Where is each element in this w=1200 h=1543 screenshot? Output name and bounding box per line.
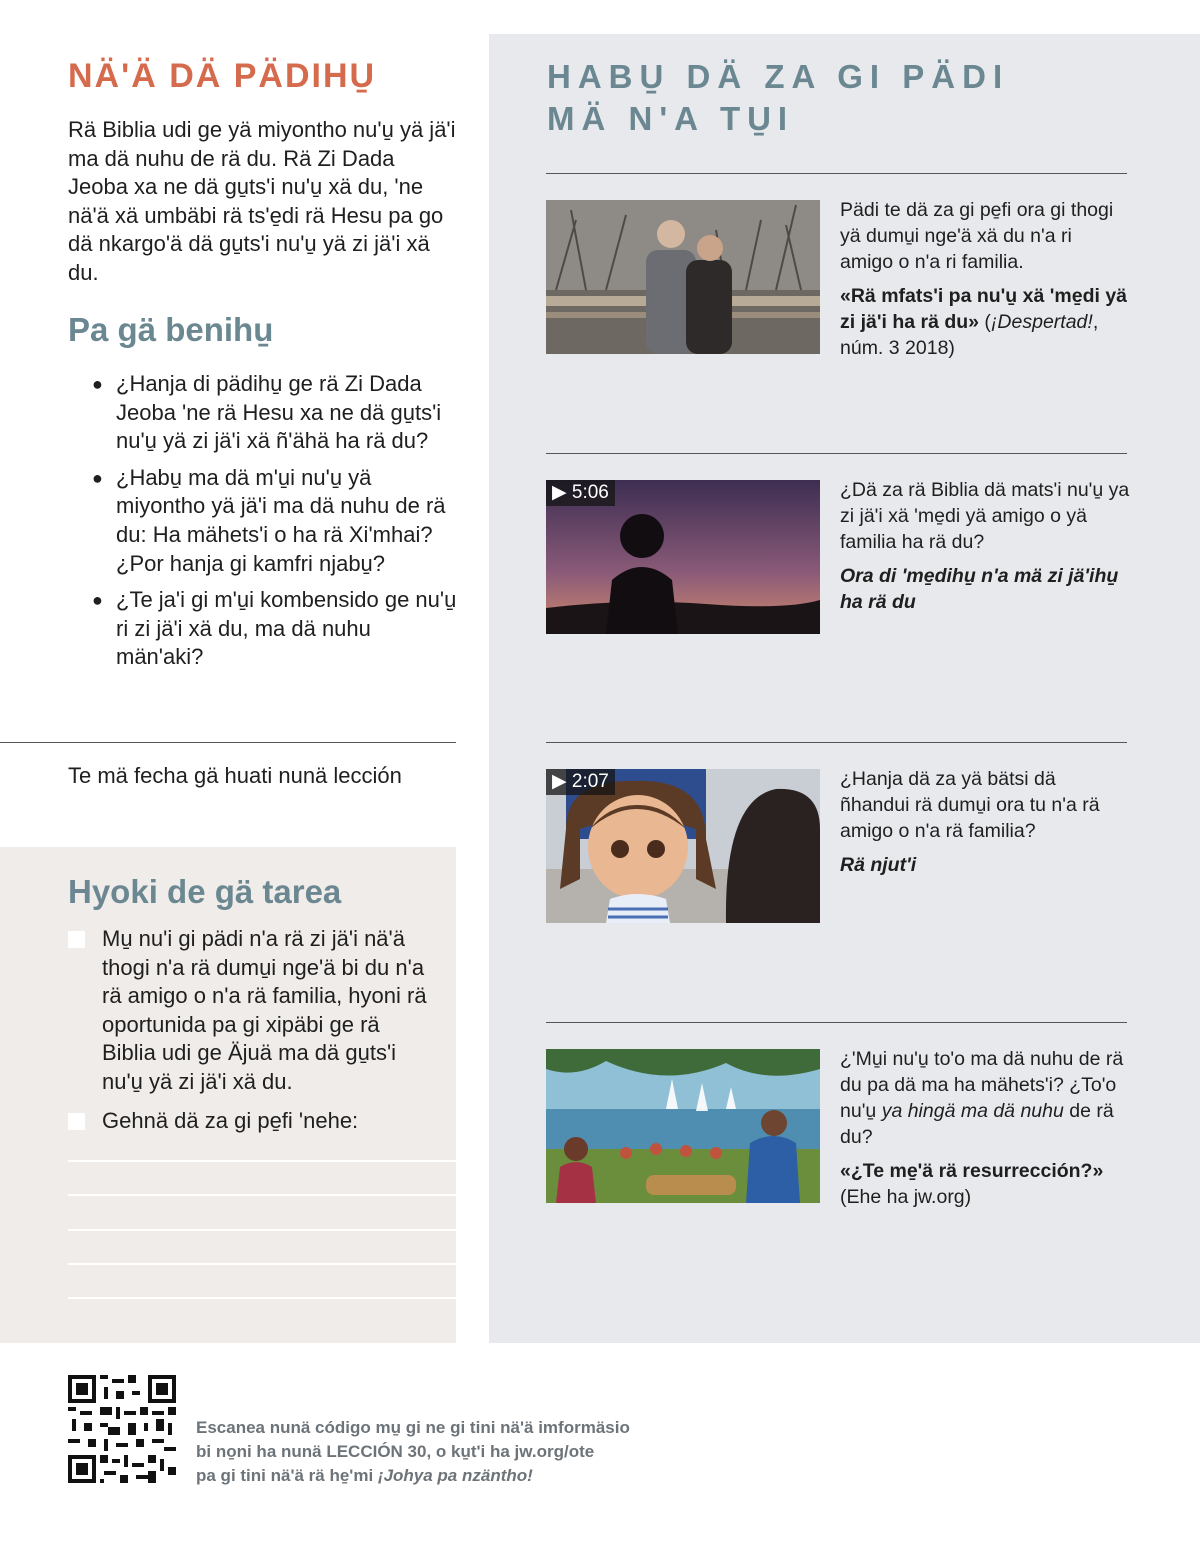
summary-section [68, 56, 458, 288]
review-question [68, 586, 458, 672]
item-divider [546, 1022, 1127, 1023]
homework-task [68, 925, 438, 1097]
write-line[interactable] [68, 1263, 456, 1265]
review-section [68, 310, 458, 680]
write-line[interactable] [68, 1297, 456, 1299]
footer-line [196, 1464, 630, 1488]
summary-text: Rä Biblia udi ge yä miyontho nu'u̱ yä jä'i ma dä nuhu de rä du. Rä Zi Dada Jeoba xa ne dä gu̱ts'i nu'u̱ xä du, 'ne nä'ä xä umbäbi rä ts'e̱di rä Hesu pa go dä nkargo'ä dä gu̱ts'i nu'u̱ yä zi jä'i xä du. [68, 117, 456, 285]
review-question-text: ¿Te ja'i gi m'u̱i kombensido ge nu'u̱ ri zi jä'i xä du, ma dä nuhu män'aki? [116, 587, 457, 670]
bullet-icon: ● [92, 467, 103, 488]
bullet-icon: ● [92, 590, 103, 611]
animated-girl-video-icon[interactable] [546, 769, 820, 923]
item-question [840, 1046, 1130, 1150]
footer-line-part: pa gi tini nä'ä rä he̱'mi [196, 1466, 378, 1485]
explore-section [489, 34, 1200, 1343]
item-text [840, 197, 1130, 361]
review-question-text: ¿Hanja di pädihu̱ ge rä Zi Dada Jeoba 'ne rä Hesu xa ne dä gu̱ts'i nu'u̱ yä zi jä'i xä ñ'ähä ha rä du? [116, 371, 442, 454]
item-question-italic: ya hingä ma dä nuhu [881, 1100, 1064, 1122]
item-divider [546, 742, 1127, 743]
qr-code-icon[interactable] [68, 1375, 176, 1483]
review-question-text: ¿Habu̱ ma dä m'u̱i nu'u̱ yä miyontho yä jä'i ma dä nuhu de rä du: Ha mähets'i o ha rä Xi'mhai? ¿Por hanja gi kamfri njabu̱? [116, 464, 446, 576]
source-paren: ( [979, 311, 991, 333]
write-line[interactable] [68, 1160, 456, 1162]
item-reference [840, 283, 1130, 361]
video-duration-badge: ▶ 2:07 [546, 769, 615, 795]
date-label: Te mä fecha gä huati nunä lección [68, 763, 402, 788]
task-text: Gehnä dä za gi pe̱fi 'nehe: [102, 1108, 359, 1133]
review-title: Pa gä benihu̱ [68, 311, 274, 348]
item-text [840, 477, 1130, 615]
explore-title [547, 56, 1009, 140]
homework-section [0, 847, 456, 1343]
source-site: (Ehe ha jw.org) [840, 1186, 972, 1208]
source-issue: , núm. 3 2018) [840, 311, 1099, 359]
book-title: ¡Johya pa nzäntho! [377, 1466, 533, 1485]
video-duration-badge: ▶ 5:06 [546, 480, 615, 506]
couple-photo-icon[interactable] [546, 200, 820, 354]
date-divider [0, 742, 456, 743]
item-question: ¿Dä za rä Biblia dä mats'i nu'u̱ ya zi jä'i xä 'me̱di yä amigo o yä familia ha rä du? [840, 479, 1130, 553]
bullet-icon: ● [92, 374, 103, 394]
item-question-part: ¿'Mu̱i nu'u̱ to'o ma dä nuhu de rä du pa dä ma ha mähets'i? ¿To'o nu'u̱ [840, 1048, 1124, 1122]
task-checkbox[interactable] [68, 1113, 85, 1130]
item-question: Pädi te dä za gi pe̱fi ora gi thogi yä dumu̱i nge'ä xä du n'a ri amigo o n'a ri familia. [840, 199, 1114, 273]
video-link[interactable]: Ora di 'me̱dihu̱ n'a mä zi jä'ihu̱ ha rä du [840, 565, 1119, 613]
silhouette-video-icon[interactable] [546, 480, 820, 634]
item-question-part: de rä du? [840, 1100, 1114, 1148]
review-list [68, 370, 458, 672]
item-divider [546, 453, 1127, 454]
article-link[interactable]: «¿Te me̱'ä rä resurrección?» [840, 1160, 1104, 1182]
item-divider [546, 173, 1127, 174]
homework-title: Hyoki de gä tarea [68, 873, 342, 910]
summary-title: NÄ'Ä DÄ PÄDIHU̱ [68, 57, 377, 95]
explore-title-line1: HABU̱ DÄ ZA GI PÄDI [547, 58, 1010, 95]
task-checkbox[interactable] [68, 931, 85, 948]
homework-task [68, 1107, 438, 1136]
write-line[interactable] [68, 1229, 456, 1231]
article-link[interactable]: «Rä mfats'i pa nu'u̱ xä 'me̱di yä zi jä'i ha rä du» [840, 285, 1128, 333]
video-link[interactable]: Rä njut'i [840, 854, 917, 876]
resurrection-painting-icon[interactable] [546, 1049, 820, 1203]
footer-line: Escanea nunä código mu̱ gi ne gi tini nä'ä imformäsio [196, 1418, 630, 1437]
footer-text [196, 1416, 630, 1488]
explore-title-line2: MÄ N'A TU̱I [547, 100, 795, 137]
review-question [68, 464, 458, 578]
footer-line: bi no̱ni ha nunä LECCIÓN 30, o ku̱t'i ha jw.org/ote [196, 1442, 595, 1461]
item-text [840, 766, 1130, 878]
item-question: ¿Hanja dä za yä bätsi dä ñhandui rä dumu̱i ora tu n'a rä amigo o n'a rä familia? [840, 768, 1100, 842]
review-question [68, 370, 458, 456]
source-magazine: ¡Despertad! [990, 311, 1093, 333]
item-text [840, 1046, 1130, 1210]
write-line[interactable] [68, 1194, 456, 1196]
task-text: Mu̱ nu'i gi pädi n'a rä zi jä'i nä'ä thogi n'a rä dumu̱i nge'ä bi du n'a rä amigo o n'a rä familia, hyoni rä oportunida pa gi xipäbi ge rä Biblia udi ge Äjuä ma dä gu̱ts'i nu'u̱ yä zi jä'i xä du. [102, 926, 427, 1094]
